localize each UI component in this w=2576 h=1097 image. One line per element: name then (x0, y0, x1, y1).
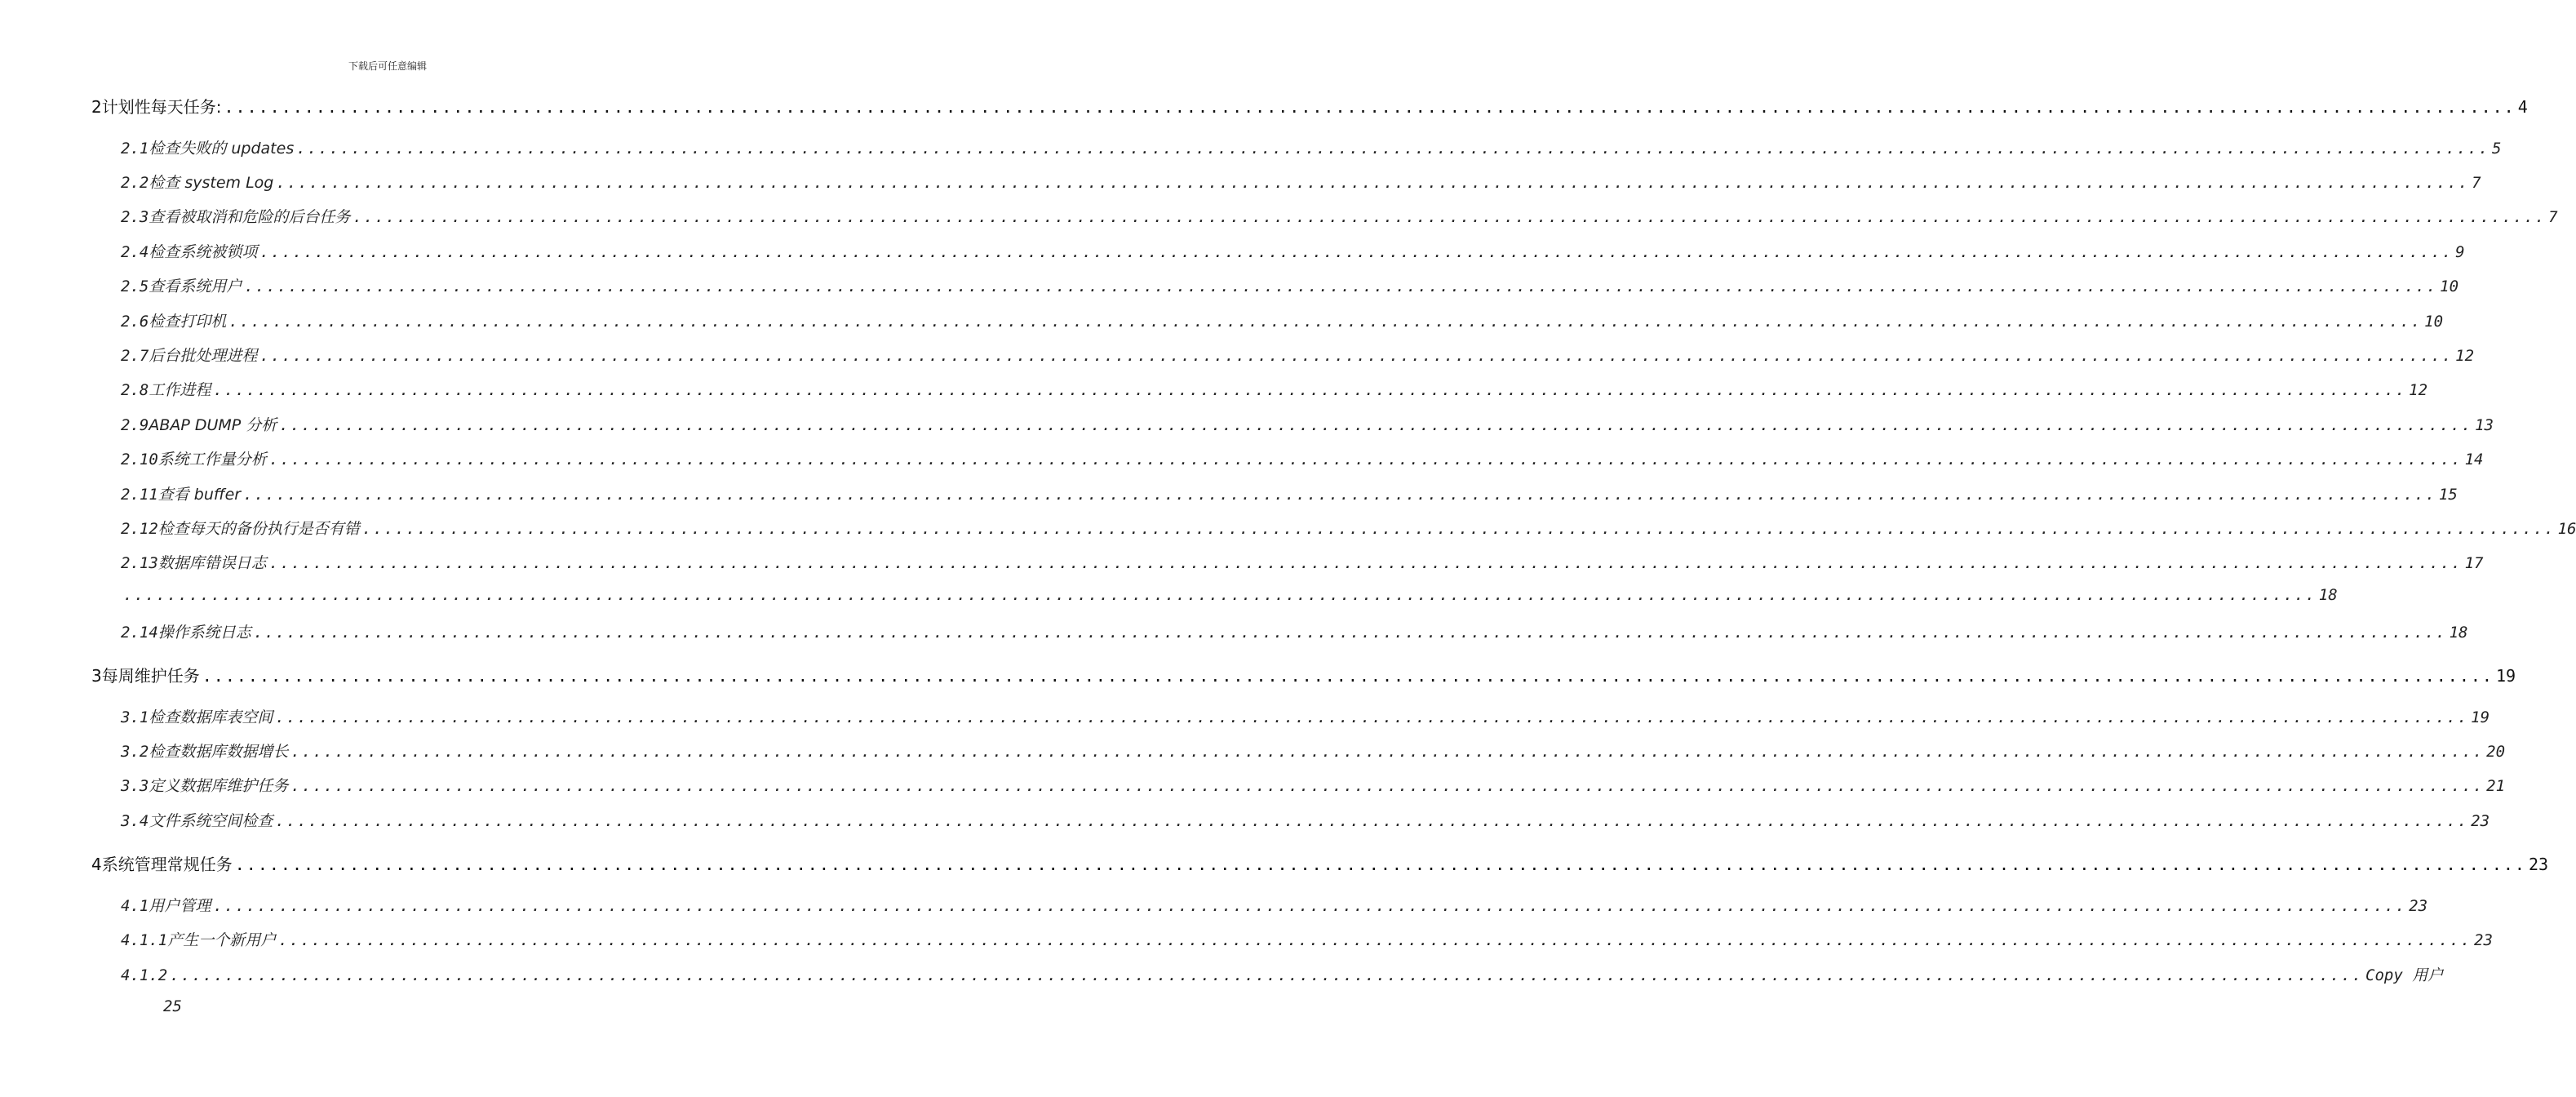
toc-leader-dots: ........................................................................................................................................................................................................ (276, 174, 2470, 192)
toc-page-number: 23 (2409, 897, 2428, 915)
toc-leader-dots: ........................................................................................................................................................................................................ (352, 208, 2547, 226)
toc-entry-title: 操作系统日志 (157, 624, 251, 642)
toc-entry-title: 查看被取消和危险的后台任务 (149, 208, 351, 226)
toc-entry-title: 每周维护任务 (101, 666, 200, 686)
toc-entry[interactable] (121, 928, 2493, 953)
toc-entry-title: 检查打印机 (149, 313, 227, 331)
toc-continuation-page: 25 (163, 997, 182, 1015)
toc-page-number: 7 (2472, 174, 2481, 192)
toc-leader-dots: ........................................................................................................................................................................................................ (290, 743, 2485, 761)
toc-leader-dots: ........................................................................................................................................................................................................ (213, 381, 2407, 399)
toc-entry-number: 2.6 (121, 313, 149, 331)
toc-page-number: 18 (2318, 586, 2338, 604)
toc-entry-title: 文件系统空间检查 (149, 812, 273, 830)
toc-leader-dots: ........................................................................................................................................................................................................ (279, 416, 2473, 434)
toc-page-number: 5 (2492, 140, 2502, 158)
toc-page-number: 9 (2455, 243, 2465, 261)
toc-entry-title: 检查数据库数据增长 (149, 743, 289, 761)
toc-entry[interactable] (121, 240, 2465, 264)
toc-entry-title: 工作进程 (149, 381, 211, 399)
toc-entry-title: 计划性每天任务: (101, 97, 222, 117)
toc-entry-title: 定义数据库维护任务 (149, 777, 289, 795)
toc-entry-number: 2.7 (121, 347, 149, 365)
toc-leader-dots: ........................................................................................................................................................................................................ (243, 486, 2436, 504)
toc-entry[interactable] (91, 851, 2549, 876)
toc-entry-title: 检查 system Log (149, 174, 274, 192)
toc-entry-number: 4.1.1 (121, 931, 168, 949)
toc-entry-number: 2.12 (121, 520, 158, 538)
toc-entry[interactable] (121, 809, 2490, 833)
toc-entry-number: 2.10 (121, 451, 158, 469)
toc-leader-dots: ........................................................................................................................................................................................................ (123, 586, 2317, 604)
toc-leader-dots: ........................................................................................................................................................................................................ (228, 313, 2423, 331)
toc-entry-number: 3.2 (121, 743, 149, 761)
toc-leader-dots: ........................................................................................................................................................................................................ (253, 624, 2447, 642)
toc-page-number: 10 (2440, 278, 2459, 295)
toc-page-number: 21 (2486, 777, 2506, 795)
toc-leader-dots: ........................................................................................................................................................................................................ (170, 966, 2363, 984)
toc-entry-number: 2.9 (121, 416, 149, 434)
toc-entry-number: 2.3 (121, 208, 149, 226)
toc-entry[interactable] (121, 309, 2444, 334)
toc-page-number: 16 (2557, 520, 2576, 538)
toc-entry-number: 3.3 (121, 777, 149, 795)
toc-entry-number: 4.1 (121, 897, 149, 915)
toc-entry-title: 系统工作量分析 (157, 451, 267, 469)
toc-page-number: 20 (2486, 743, 2506, 761)
toc-page-number: 14 (2464, 451, 2484, 469)
toc-entry-title: 检查每天的备份执行是否有错 (157, 520, 360, 538)
toc-entry-title: 查看 buffer (157, 486, 242, 504)
toc-entry[interactable] (121, 136, 2502, 161)
toc-leader-dots: ........................................................................................................................................................................................................ (275, 708, 2469, 726)
toc-entry[interactable] (121, 774, 2506, 798)
toc-entry-number: 2.14 (121, 624, 158, 642)
toc-entry[interactable] (91, 94, 2528, 118)
page-header: 下载后可任意编辑 (348, 60, 427, 72)
toc-page-number: Copy 用户 (2365, 966, 2444, 984)
toc-entry-title: ABAP DUMP 分析 (149, 416, 277, 434)
toc-page-number: 18 (2449, 624, 2468, 642)
toc-entry[interactable] (91, 663, 2516, 687)
toc-leader-dots: ........................................................................................................................................................................................................ (268, 554, 2463, 572)
toc-entry[interactable] (121, 620, 2468, 645)
toc-entry-number: 2.8 (121, 381, 149, 399)
toc-leader-dots: ........................................................................................................................................................................................................ (275, 812, 2469, 830)
toc-leader-dots: ........................................................................................................................................................................................................ (202, 666, 2494, 686)
toc-page-number: 4 (2517, 97, 2528, 117)
toc-leader-dots: ........................................................................................................................................................................................................ (361, 520, 2556, 538)
toc-leader-dots: ........................................................................................................................................................................................................ (224, 97, 2516, 117)
toc-page-number: 7 (2548, 208, 2558, 226)
toc-entry-number: 2.5 (121, 278, 149, 295)
toc-entry[interactable] (121, 963, 2444, 988)
toc-entry-number: 2.11 (121, 486, 158, 504)
toc-leader-dots: ........................................................................................................................................................................................................ (268, 451, 2463, 469)
toc-entry-title: 产生一个新用户 (167, 931, 277, 949)
toc-page-number: 12 (2455, 347, 2475, 365)
toc-leader-dots: ........................................................................................................................................................................................................ (244, 278, 2438, 295)
toc-entry-number: 2.1 (121, 140, 149, 158)
toc-entry-title: 检查数据库表空间 (149, 708, 273, 726)
toc-entry[interactable] (121, 739, 2506, 764)
toc-entry-number: 4 (91, 855, 102, 874)
toc-leader-dots: ........................................................................................................................................................................................................ (234, 855, 2526, 874)
toc-entry-number: 2.2 (121, 174, 149, 192)
toc-page-number: 23 (2474, 931, 2493, 949)
toc-entry-title: 系统管理常规任务 (101, 855, 233, 874)
toc-entry[interactable] (121, 894, 2428, 918)
toc-leader-dots: ........................................................................................................................................................................................................ (259, 347, 2454, 365)
toc-entry[interactable] (121, 447, 2484, 472)
toc-page-number: 13 (2475, 416, 2494, 434)
toc-leader-dots: ........................................................................................................................................................................................................ (213, 897, 2407, 915)
toc-page-number: 17 (2464, 554, 2484, 572)
toc-leader-dots: ........................................................................................................................................................................................................ (296, 140, 2490, 158)
toc-entry-number: 2 (91, 97, 102, 117)
toc-entry[interactable] (121, 705, 2490, 730)
toc-entry-title: 检查失败的 updates (149, 140, 295, 158)
toc-page-number: 23 (2471, 812, 2490, 830)
toc-entry-number: 4.1.2 (121, 966, 168, 984)
toc-leader-dots: ........................................................................................................................................................................................................ (259, 243, 2454, 261)
toc-entry[interactable] (121, 517, 2576, 541)
toc-entry[interactable] (121, 551, 2484, 575)
toc-leader-dots: ........................................................................................................................................................................................................ (278, 931, 2472, 949)
toc-entry[interactable] (121, 171, 2481, 195)
toc-entry[interactable] (121, 205, 2558, 229)
toc-page-number: 23 (2528, 855, 2549, 874)
toc-entry-number: 2.13 (121, 554, 158, 572)
toc-entry-title: 数据库错误日志 (157, 554, 267, 572)
toc-page-number: 19 (2471, 708, 2490, 726)
toc-entry-number: 3.1 (121, 708, 149, 726)
toc-entry[interactable] (121, 378, 2428, 402)
toc-entry-title: 查看系统用户 (149, 278, 242, 295)
toc-entry[interactable] (121, 586, 2338, 611)
toc-page-number: 12 (2409, 381, 2428, 399)
toc-entry-title: 检查系统被锁项 (149, 243, 258, 261)
toc-page-number: 15 (2438, 486, 2458, 504)
toc-entry[interactable] (121, 274, 2459, 299)
toc-entry[interactable] (121, 482, 2458, 507)
toc-page-number: 19 (2495, 666, 2516, 686)
toc-entry-number: 2.4 (121, 243, 149, 261)
toc-entry-number: 3 (91, 666, 102, 686)
toc-entry[interactable] (121, 344, 2475, 368)
toc-entry[interactable] (121, 413, 2494, 437)
toc-leader-dots: ........................................................................................................................................................................................................ (290, 777, 2485, 795)
toc-entry-title: 用户管理 (149, 897, 211, 915)
toc-entry-title: 后台批处理进程 (149, 347, 258, 365)
toc-page-number: 10 (2424, 313, 2444, 331)
toc-entry-number: 3.4 (121, 812, 149, 830)
